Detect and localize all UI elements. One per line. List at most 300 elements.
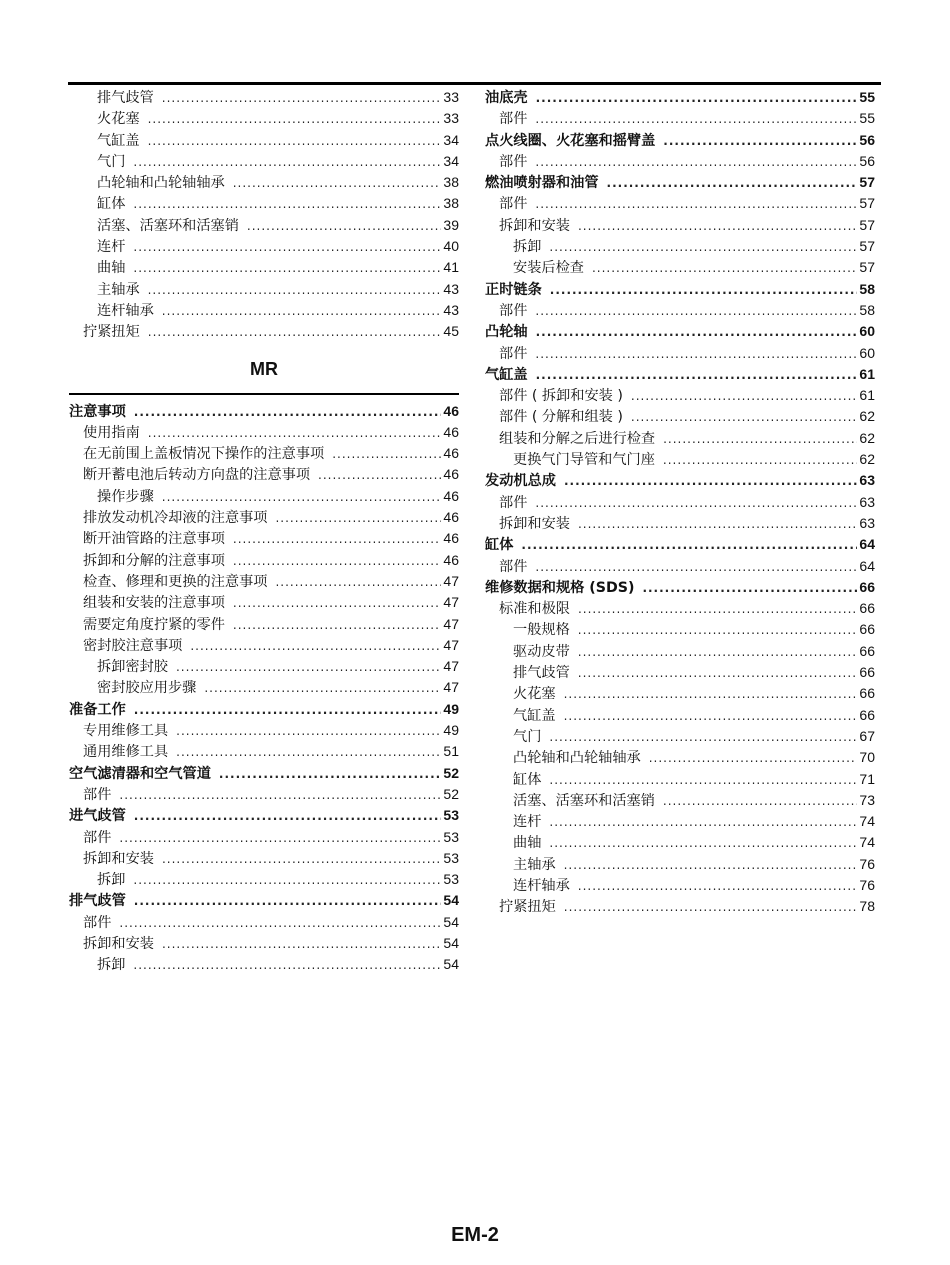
- dot-leader: [233, 551, 442, 571]
- toc-entry[interactable]: [69, 464, 459, 485]
- toc-entry[interactable]: [485, 300, 875, 321]
- dot-leader: [631, 386, 858, 406]
- dot-leader: [578, 514, 857, 534]
- toc-entry-page: 66: [859, 578, 875, 595]
- dot-leader: [549, 833, 857, 853]
- toc-entry-page: 55: [859, 89, 875, 105]
- toc-entry-page: 46: [443, 423, 459, 440]
- toc-entry-title: 在无前围上盖板情况下操作的注意事项: [83, 446, 325, 463]
- toc-entry-page: 40: [443, 238, 459, 255]
- dot-leader: [134, 700, 442, 720]
- toc-entry[interactable]: [485, 747, 875, 768]
- toc-entry[interactable]: [485, 513, 875, 534]
- dot-leader: [592, 258, 857, 278]
- toc-entry[interactable]: [69, 656, 459, 677]
- toc-entry[interactable]: [485, 769, 875, 790]
- toc-entry-page: 43: [443, 301, 459, 318]
- toc-entry-page: 46: [443, 402, 459, 419]
- toc-entry-page: 46: [443, 445, 459, 462]
- toc-entry[interactable]: [485, 534, 875, 555]
- toc-entry-page: 46: [443, 466, 459, 483]
- toc-entry-title: 组装和分解之后进行检查: [499, 430, 656, 447]
- toc-entry-page: 52: [443, 764, 459, 781]
- toc-entry[interactable]: [485, 832, 875, 853]
- dot-leader: [649, 748, 858, 768]
- toc-entry-page: 46: [443, 530, 459, 547]
- toc-entry-page: 76: [859, 855, 875, 872]
- dot-leader: [535, 493, 857, 513]
- dot-leader: [578, 663, 858, 683]
- toc-entry-title: 气门: [513, 728, 542, 745]
- dot-leader: [162, 88, 442, 108]
- dot-leader: [642, 578, 857, 598]
- toc-entry-title: 部件: [83, 786, 112, 803]
- toc-entry-title: 断开蓄电池后转动方向盘的注意事项: [83, 467, 311, 484]
- toc-entry-page: 51: [443, 743, 459, 760]
- dot-leader: [535, 301, 857, 321]
- dot-leader: [133, 258, 441, 278]
- toc-entry-page: 66: [859, 706, 875, 723]
- toc-entry[interactable]: [69, 528, 459, 549]
- toc-entry[interactable]: [69, 592, 459, 613]
- toc-entry-title: 专用维修工具: [83, 723, 169, 740]
- toc-entry-page: 39: [443, 216, 459, 233]
- toc-entry-page: 56: [859, 131, 875, 148]
- toc-entry-title: 部件: [499, 153, 528, 170]
- toc-entry-page: 67: [859, 727, 875, 744]
- dot-leader: [162, 301, 442, 321]
- dot-leader: [578, 642, 858, 662]
- page-number: EM-2: [451, 1224, 499, 1246]
- dot-leader: [564, 471, 857, 491]
- toc-entry-page: 53: [443, 871, 459, 888]
- dot-leader: [233, 615, 442, 635]
- toc-entry[interactable]: [485, 470, 875, 491]
- toc-entry-title: 检查、修理和更换的注意事项: [83, 573, 268, 590]
- toc-entry-title: 连杆: [513, 814, 542, 831]
- toc-entry-page: 46: [443, 487, 459, 504]
- toc-entry-title: 连杆: [97, 239, 126, 256]
- toc-entry[interactable]: [485, 108, 875, 129]
- dot-leader: [578, 876, 858, 896]
- toc-entry-title: 使用指南: [83, 424, 140, 441]
- toc-entry-title: 主轴承: [97, 281, 140, 298]
- toc-entry-page: 47: [443, 615, 459, 632]
- toc-entry-page: 46: [443, 509, 459, 526]
- toc-entry-title: 部件: [499, 558, 528, 575]
- dot-leader: [535, 557, 857, 577]
- dot-leader: [134, 891, 442, 911]
- toc-entry-page: 33: [443, 89, 459, 105]
- toc-entry[interactable]: [485, 577, 875, 598]
- toc-entry-title: 缸体: [485, 537, 514, 554]
- toc-entry-title: 拆卸和安装: [499, 217, 570, 234]
- dot-leader: [549, 770, 857, 790]
- dot-leader: [535, 194, 857, 214]
- dot-leader: [148, 109, 442, 129]
- toc-entry[interactable]: [69, 890, 459, 911]
- toc-entry[interactable]: [485, 130, 875, 151]
- toc-entry-title: 气缸盖: [485, 366, 528, 383]
- toc-entry[interactable]: [69, 300, 459, 321]
- toc-entry[interactable]: [485, 257, 875, 278]
- toc-entry[interactable]: [69, 635, 459, 656]
- toc-entry[interactable]: [485, 172, 875, 193]
- toc-entry-page: 55: [859, 110, 875, 127]
- toc-entry[interactable]: [69, 507, 459, 528]
- toc-right-list: [485, 87, 875, 918]
- toc-entry-page: 66: [859, 642, 875, 659]
- toc-entry-page: 74: [859, 834, 875, 851]
- toc-entry[interactable]: [485, 492, 875, 513]
- toc-entry-title: 部件 ( 拆卸和安装 ): [499, 388, 623, 405]
- dot-leader: [564, 706, 858, 726]
- dot-leader: [275, 572, 441, 592]
- toc-entry-page: 58: [859, 280, 875, 297]
- toc-entry-title: 燃油喷射器和油管: [485, 175, 599, 192]
- toc-entry-title: 正时链条: [485, 281, 542, 298]
- toc-entry-page: 34: [443, 152, 459, 169]
- dot-leader: [204, 678, 441, 698]
- toc-entry-title: 安装后检查: [513, 260, 584, 277]
- toc-entry-title: 气门: [97, 153, 126, 170]
- toc-entry[interactable]: [485, 236, 875, 257]
- toc-entry[interactable]: [485, 854, 875, 875]
- dot-leader: [549, 727, 857, 747]
- toc-entry-title: 部件: [83, 914, 112, 931]
- toc-entry-title: 曲轴: [513, 835, 542, 852]
- toc-entry[interactable]: [69, 422, 459, 443]
- toc-entry-page: 52: [443, 785, 459, 802]
- toc-entry[interactable]: [485, 726, 875, 747]
- dot-leader: [134, 402, 442, 422]
- toc-entry[interactable]: [69, 677, 459, 698]
- toc-entry[interactable]: [485, 811, 875, 832]
- dot-leader: [148, 131, 442, 151]
- toc-entry[interactable]: [69, 954, 459, 975]
- dot-leader: [119, 785, 441, 805]
- toc-entry[interactable]: [485, 662, 875, 683]
- toc-entry[interactable]: [69, 215, 459, 236]
- toc-entry-page: 47: [443, 679, 459, 696]
- toc-entry-page: 56: [859, 152, 875, 169]
- toc-entry-title: 拧紧扭矩: [499, 899, 556, 916]
- toc-entry-page: 74: [859, 813, 875, 830]
- toc-entry-title: 需要定角度拧紧的零件: [83, 616, 225, 633]
- toc-entry-title: 拆卸: [97, 872, 126, 889]
- toc-entry[interactable]: [485, 896, 875, 917]
- toc-entry-page: 61: [859, 387, 875, 404]
- toc-entry[interactable]: [69, 236, 459, 257]
- dot-leader: [133, 152, 441, 172]
- dot-leader: [176, 657, 441, 677]
- toc-entry-page: 60: [859, 344, 875, 361]
- dot-leader: [332, 444, 441, 464]
- toc-entry-title: 空气滤清器和空气管道: [69, 765, 211, 782]
- dot-leader: [233, 593, 442, 613]
- toc-entry[interactable]: [485, 449, 875, 470]
- toc-entry[interactable]: [69, 784, 459, 805]
- toc-entry-title: 部件: [499, 111, 528, 128]
- toc-entry-title: 凸轮轴: [485, 324, 528, 341]
- toc-entry[interactable]: [485, 193, 875, 214]
- toc-entry[interactable]: [69, 827, 459, 848]
- toc-entry[interactable]: [485, 556, 875, 577]
- toc-entry[interactable]: [69, 571, 459, 592]
- toc-left-top-list: [69, 87, 459, 343]
- toc-entry-page: 76: [859, 876, 875, 893]
- dot-leader: [148, 423, 442, 443]
- toc-entry[interactable]: [485, 215, 875, 236]
- dot-leader: [162, 487, 442, 507]
- toc-entry[interactable]: [69, 172, 459, 193]
- toc-entry-title: 部件: [83, 829, 112, 846]
- toc-entry-title: 排气歧管: [97, 90, 154, 106]
- toc-entry-title: 曲轴: [97, 260, 126, 277]
- toc-entry-title: 发动机总成: [485, 473, 556, 490]
- section-rule: [69, 393, 459, 395]
- dot-leader: [119, 828, 441, 848]
- toc-entry[interactable]: [485, 406, 875, 427]
- toc-entry-title: 部件: [499, 302, 528, 319]
- toc-entry-title: 主轴承: [513, 856, 556, 873]
- toc-entry-page: 46: [443, 551, 459, 568]
- toc-entry-page: 66: [859, 664, 875, 681]
- toc-entry-page: 61: [859, 365, 875, 382]
- toc-entry-title: 凸轮轴和凸轮轴轴承: [97, 175, 225, 192]
- toc-entry-title: 油底壳: [485, 90, 528, 106]
- dot-leader: [564, 897, 858, 917]
- toc-entry-page: 54: [443, 934, 459, 951]
- toc-entry-page: 62: [859, 451, 875, 468]
- dot-leader: [133, 955, 441, 975]
- toc-entry[interactable]: [69, 443, 459, 464]
- toc-entry-page: 38: [443, 174, 459, 191]
- toc-entry-page: 57: [859, 174, 875, 191]
- dot-leader: [550, 280, 858, 300]
- dot-leader: [536, 322, 858, 342]
- dot-leader: [521, 535, 857, 555]
- toc-entry-title: 排气歧管: [513, 665, 570, 682]
- toc-entry-title: 活塞、活塞环和活塞销: [513, 792, 655, 809]
- toc-entry[interactable]: [69, 87, 459, 108]
- toc-entry-title: 连杆轴承: [513, 877, 570, 894]
- toc-entry-page: 60: [859, 323, 875, 340]
- dot-leader: [176, 742, 441, 762]
- toc-entry-page: 64: [859, 536, 875, 553]
- toc-entry-page: 57: [859, 216, 875, 233]
- toc-entry[interactable]: [69, 614, 459, 635]
- toc-entry-page: 71: [859, 770, 875, 787]
- toc-entry[interactable]: [69, 130, 459, 151]
- dot-leader: [190, 636, 441, 656]
- dot-leader: [578, 216, 857, 236]
- dot-leader: [219, 764, 442, 784]
- dot-leader: [607, 173, 858, 193]
- toc-entry[interactable]: [69, 321, 459, 342]
- toc-entry-page: 33: [443, 110, 459, 127]
- toc-entry[interactable]: [69, 257, 459, 278]
- toc-entry-title: 缸体: [513, 771, 542, 788]
- toc-entry-title: 部件: [499, 345, 528, 362]
- dot-leader: [631, 407, 858, 427]
- toc-entry-title: 部件: [499, 196, 528, 213]
- section-heading: MR: [250, 358, 278, 379]
- toc-entry[interactable]: [485, 321, 875, 342]
- toc-entry-page: 47: [443, 636, 459, 653]
- toc-entry-title: 缸体: [97, 196, 126, 213]
- toc-entry-page: 57: [859, 195, 875, 212]
- toc-entry[interactable]: [485, 790, 875, 811]
- toc-entry[interactable]: [69, 401, 459, 422]
- toc-entry[interactable]: [69, 763, 459, 784]
- toc-entry-page: 63: [859, 493, 875, 510]
- toc-entry[interactable]: [69, 151, 459, 172]
- toc-entry-page: 58: [859, 301, 875, 318]
- toc-entry[interactable]: [485, 343, 875, 364]
- dot-leader: [663, 429, 857, 449]
- toc-entry-title: 部件: [499, 494, 528, 511]
- toc-entry-title: 气缸盖: [513, 707, 556, 724]
- toc-entry-title: 密封胶应用步骤: [97, 680, 197, 697]
- toc-entry-page: 53: [443, 828, 459, 845]
- toc-left-main-list: [69, 401, 459, 976]
- dot-leader: [549, 237, 857, 257]
- toc-entry-page: 45: [443, 323, 459, 340]
- dot-leader: [564, 855, 858, 875]
- toc-entry-title: 拧紧扭矩: [83, 324, 140, 341]
- toc-right-column: [485, 87, 875, 918]
- toc-entry-title: 拆卸和安装: [83, 935, 154, 952]
- toc-entry[interactable]: [485, 683, 875, 704]
- toc-left-column: [69, 87, 459, 976]
- toc-entry[interactable]: [485, 151, 875, 172]
- dot-leader: [133, 870, 441, 890]
- dot-leader: [148, 280, 442, 300]
- toc-entry-title: 一般规格: [513, 622, 570, 639]
- toc-entry-page: 62: [859, 429, 875, 446]
- toc-entry-title: 操作步骤: [97, 488, 154, 505]
- toc-entry-title: 凸轮轴和凸轮轴轴承: [513, 750, 641, 767]
- toc-entry-page: 64: [859, 557, 875, 574]
- toc-entry-title: 拆卸: [513, 239, 542, 256]
- toc-entry[interactable]: [69, 550, 459, 571]
- toc-entry-title: 维修数据和规格 (SDS): [485, 579, 635, 596]
- toc-entry[interactable]: [69, 193, 459, 214]
- dot-leader: [535, 109, 857, 129]
- dot-leader: [564, 684, 858, 704]
- dot-leader: [162, 849, 441, 869]
- dot-leader: [133, 194, 441, 214]
- dot-leader: [233, 529, 442, 549]
- toc-entry-title: 连杆轴承: [97, 302, 154, 319]
- toc-entry-page: 63: [859, 472, 875, 489]
- toc-entry[interactable]: [485, 619, 875, 640]
- toc-entry-title: 准备工作: [69, 701, 126, 718]
- toc-entry-page: 62: [859, 408, 875, 425]
- toc-entry[interactable]: [485, 279, 875, 300]
- toc-entry[interactable]: [69, 108, 459, 129]
- toc-entry[interactable]: [69, 912, 459, 933]
- toc-entry-page: 53: [443, 807, 459, 824]
- toc-entry[interactable]: [485, 385, 875, 406]
- toc-entry[interactable]: [69, 848, 459, 869]
- dot-leader: [536, 365, 858, 385]
- toc-entry-page: 73: [859, 791, 875, 808]
- top-rule: [68, 82, 881, 85]
- toc-entry-title: 进气歧管: [69, 808, 126, 825]
- toc-entry-page: 54: [443, 913, 459, 930]
- toc-entry[interactable]: [69, 279, 459, 300]
- toc-entry-title: 拆卸和分解的注意事项: [83, 552, 225, 569]
- toc-entry[interactable]: [485, 364, 875, 385]
- toc-entry-title: 排放发动机冷却液的注意事项: [83, 510, 268, 527]
- toc-entry[interactable]: [485, 641, 875, 662]
- dot-leader: [536, 88, 858, 108]
- dot-leader: [134, 806, 442, 826]
- dot-leader: [549, 812, 857, 832]
- toc-entry-page: 43: [443, 280, 459, 297]
- toc-entry-title: 拆卸: [97, 957, 126, 974]
- toc-entry-title: 活塞、活塞环和活塞销: [97, 217, 239, 234]
- toc-entry-title: 密封胶注意事项: [83, 637, 183, 654]
- toc-entry[interactable]: [69, 869, 459, 890]
- toc-entry-page: 47: [443, 572, 459, 589]
- toc-entry-title: 火花塞: [513, 686, 556, 703]
- toc-entry[interactable]: [69, 699, 459, 720]
- dot-leader: [318, 465, 441, 485]
- toc-entry-title: 注意事项: [69, 403, 126, 420]
- toc-entry-page: 57: [859, 259, 875, 276]
- toc-entry[interactable]: [485, 598, 875, 619]
- toc-entry[interactable]: [485, 705, 875, 726]
- toc-entry-title: 断开油管路的注意事项: [83, 531, 225, 548]
- toc-entry-page: 49: [443, 700, 459, 717]
- dot-leader: [133, 237, 441, 257]
- dot-leader: [663, 131, 857, 151]
- toc-entry-title: 部件 ( 分解和组装 ): [499, 409, 623, 426]
- toc-entry[interactable]: [69, 720, 459, 741]
- dot-leader: [663, 450, 858, 470]
- toc-entry-page: 49: [443, 722, 459, 739]
- dot-leader: [176, 721, 441, 741]
- toc-entry[interactable]: [69, 805, 459, 826]
- toc-entry-page: 34: [443, 131, 459, 148]
- toc-entry-page: 54: [443, 892, 459, 909]
- toc-entry[interactable]: [69, 486, 459, 507]
- dot-leader: [535, 344, 857, 364]
- toc-entry-title: 通用维修工具: [83, 744, 169, 761]
- dot-leader: [275, 508, 441, 528]
- dot-leader: [578, 599, 857, 619]
- dot-leader: [119, 913, 441, 933]
- dot-leader: [233, 173, 442, 193]
- toc-entry-title: 拆卸密封胶: [97, 659, 168, 676]
- toc-entry[interactable]: [485, 87, 875, 108]
- toc-entry-page: 38: [443, 195, 459, 212]
- toc-entry-page: 70: [859, 749, 875, 766]
- toc-entry[interactable]: [69, 933, 459, 954]
- toc-entry-page: 66: [859, 685, 875, 702]
- toc-entry-title: 排气歧管: [69, 893, 126, 910]
- toc-entry[interactable]: [69, 741, 459, 762]
- toc-entry-title: 更换气门导管和气门座: [513, 452, 655, 469]
- dot-leader: [663, 791, 858, 811]
- toc-entry[interactable]: [485, 875, 875, 896]
- toc-entry-page: 47: [443, 594, 459, 611]
- dot-leader: [162, 934, 441, 954]
- toc-entry[interactable]: [485, 428, 875, 449]
